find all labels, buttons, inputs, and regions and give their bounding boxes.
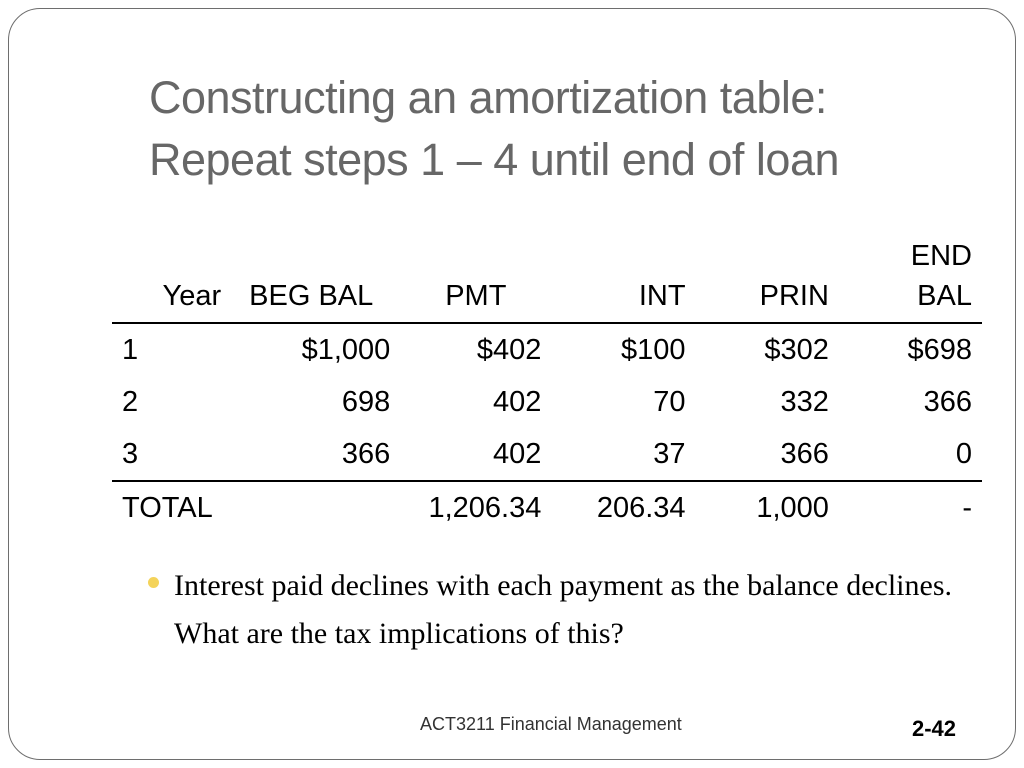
cell-int: 70 <box>653 385 686 418</box>
title-line-1: Constructing an amortization table: <box>149 72 827 123</box>
header-end-bal-line2: BAL <box>917 280 972 312</box>
cell-prin: 366 <box>780 437 829 470</box>
table-row <box>112 376 982 428</box>
table-total-row <box>112 481 982 534</box>
cell-year: 1 <box>122 333 139 366</box>
table-row <box>112 428 982 481</box>
header-pmt: PMT <box>400 236 551 323</box>
cell-pmt: 402 <box>492 385 542 418</box>
bullet-text: Interest paid declines with each payment as the balance declines. What are the tax implications of this? <box>174 569 953 650</box>
cell-end-bal: $698 <box>907 333 972 366</box>
cell-prin: $302 <box>764 333 829 366</box>
header-end-bal-line1: END <box>910 240 972 272</box>
table-row <box>112 323 982 376</box>
total-pmt: 1,206.34 <box>400 481 551 534</box>
total-label: TOTAL <box>112 481 239 534</box>
header-beg-bal: BEG BAL <box>239 236 400 323</box>
cell-pmt: 402 <box>492 437 542 470</box>
amortization-table <box>112 236 982 534</box>
cell-year: 3 <box>122 437 139 470</box>
footer-course: ACT3211 Financial Management <box>420 714 682 734</box>
cell-year: 2 <box>122 385 139 418</box>
cell-end-bal: 0 <box>955 437 972 470</box>
bullet-item <box>148 562 978 658</box>
total-beg-bal <box>239 481 400 534</box>
page-number: 2-42 <box>912 716 957 741</box>
table-header-row <box>112 236 982 323</box>
bullet-dot-icon <box>148 577 159 588</box>
header-end-bal <box>839 236 982 323</box>
cell-beg-bal: 698 <box>341 385 391 418</box>
header-prin: PRIN <box>696 236 839 323</box>
slide-title <box>149 67 1009 191</box>
cell-end-bal: 366 <box>923 385 972 418</box>
total-prin: 1,000 <box>696 481 839 534</box>
total-int: 206.34 <box>551 481 695 534</box>
header-int: INT <box>551 236 695 323</box>
cell-beg-bal: 366 <box>341 437 391 470</box>
header-year: Year <box>112 236 239 323</box>
cell-int: 37 <box>653 437 686 470</box>
cell-pmt: $402 <box>476 333 542 366</box>
title-line-2: Repeat steps 1 – 4 until end of loan <box>149 134 840 185</box>
cell-prin: 332 <box>780 385 829 418</box>
cell-beg-bal: $1,000 <box>301 333 391 366</box>
total-end-bal: - <box>839 481 982 534</box>
cell-int: $100 <box>621 333 686 366</box>
